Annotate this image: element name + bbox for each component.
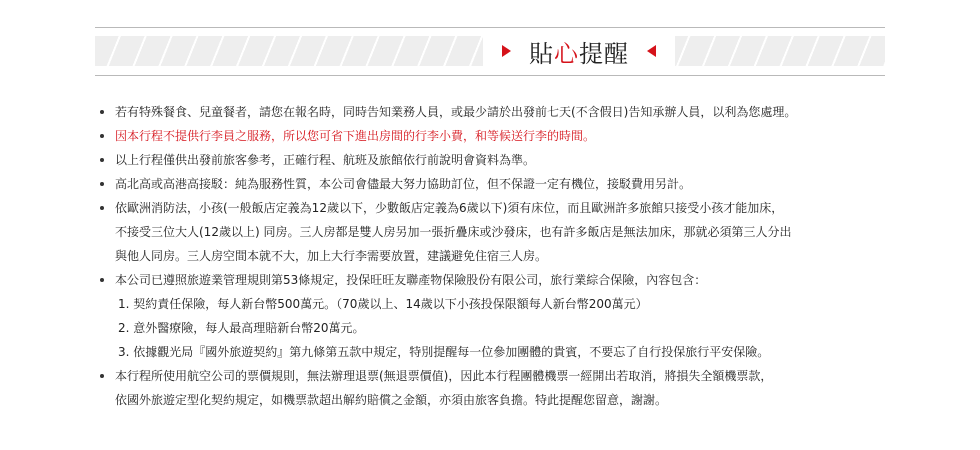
banner-title: 貼心提醒 — [529, 39, 629, 68]
insurance-item: 1. 契約責任保險，每人新台幣500萬元。（70歲以上、14歲以下小孩投保限額每人新台幣200萬元） — [118, 297, 648, 311]
note-airfare-refund: 本行程所使用航空公司的票價規則，無法辦理退票(無退票價值)，因此本行程團體機票一經開出若取消，將損失全額機票款， 依國外旅遊定型化契約規定，如機票款超出解約賠償之金額，亦須由旅客負擔。特此提醒您留意，謝謝。 — [100, 364, 940, 412]
triangle-left-icon — [647, 45, 656, 57]
note-special-meals: 若有特殊餐食、兒童餐者，請您在報名時，同時告知業務人員，或最少請於出發前七天(不含假日)告知承辦人員，以利為您處理。 — [100, 100, 940, 124]
banner-top-rule — [95, 27, 885, 28]
insurance-item: 3. 依據觀光局『國外旅遊契約』第九條第五款中規定，特別提醒每一位參加團體的貴賓，不要忘了自行投保旅行平安保險。 — [118, 345, 770, 359]
note-no-porter-service: 因本行程不提供行李員之服務，所以您可省下進出房間的行李小費，和等候送行李的時間。 — [100, 124, 940, 148]
banner-title-accent: 心 — [554, 39, 579, 68]
insurance-item: 2. 意外醫療險，每人最高理賠新台幣20萬元。 — [118, 321, 365, 335]
note-fire-law-rooms: 依歐洲消防法，小孩(一般飯店定義為12歲以下，少數飯店定義為6歲以下)須有床位，而且歐洲許多旅館只接受小孩才能加床， 不接受三位大人(12歲以上) 同房。三人房都是雙人房另加一張折疊床或沙發床，也有許多飯店是無法加床，那就必須第三人分出 與他人同房。三人房空間本就不大，加上大行李需要放置，建議避免住宿三人房。 — [100, 196, 940, 268]
note-shuttle: 高北高或高港高接駁：純為服務性質，本公司會儘最大努力協助訂位，但不保證一定有機位，接駁費用另計。 — [100, 172, 940, 196]
reminder-list — [100, 100, 940, 412]
banner-bottom-rule — [95, 75, 885, 76]
insurance-list — [115, 292, 940, 364]
banner-title-box — [483, 33, 675, 69]
note-insurance: 本公司已遵照旅遊業管理規則第53條規定，投保旺旺友聯產物保險股份有限公司，旅行業綜合保險，內容包含： 1. 契約責任保險，每人新台幣500萬元。（70歲以上、14歲以下小孩投保限額每人新台幣200萬元） 2. 意外醫療險，每人最高理賠新台幣20萬元。 3. 依據觀光局『國外旅遊契約』第九條第五款中規定，特別提醒每一位參加團體的貴賓，不要忘了自行投保旅行平安保險。 — [100, 268, 940, 364]
note-itinerary-reference: 以上行程僅供出發前旅客參考，正確行程、航班及旅館依行前說明會資料為準。 — [100, 148, 940, 172]
reminder-banner — [95, 27, 885, 77]
triangle-right-icon — [502, 45, 511, 57]
